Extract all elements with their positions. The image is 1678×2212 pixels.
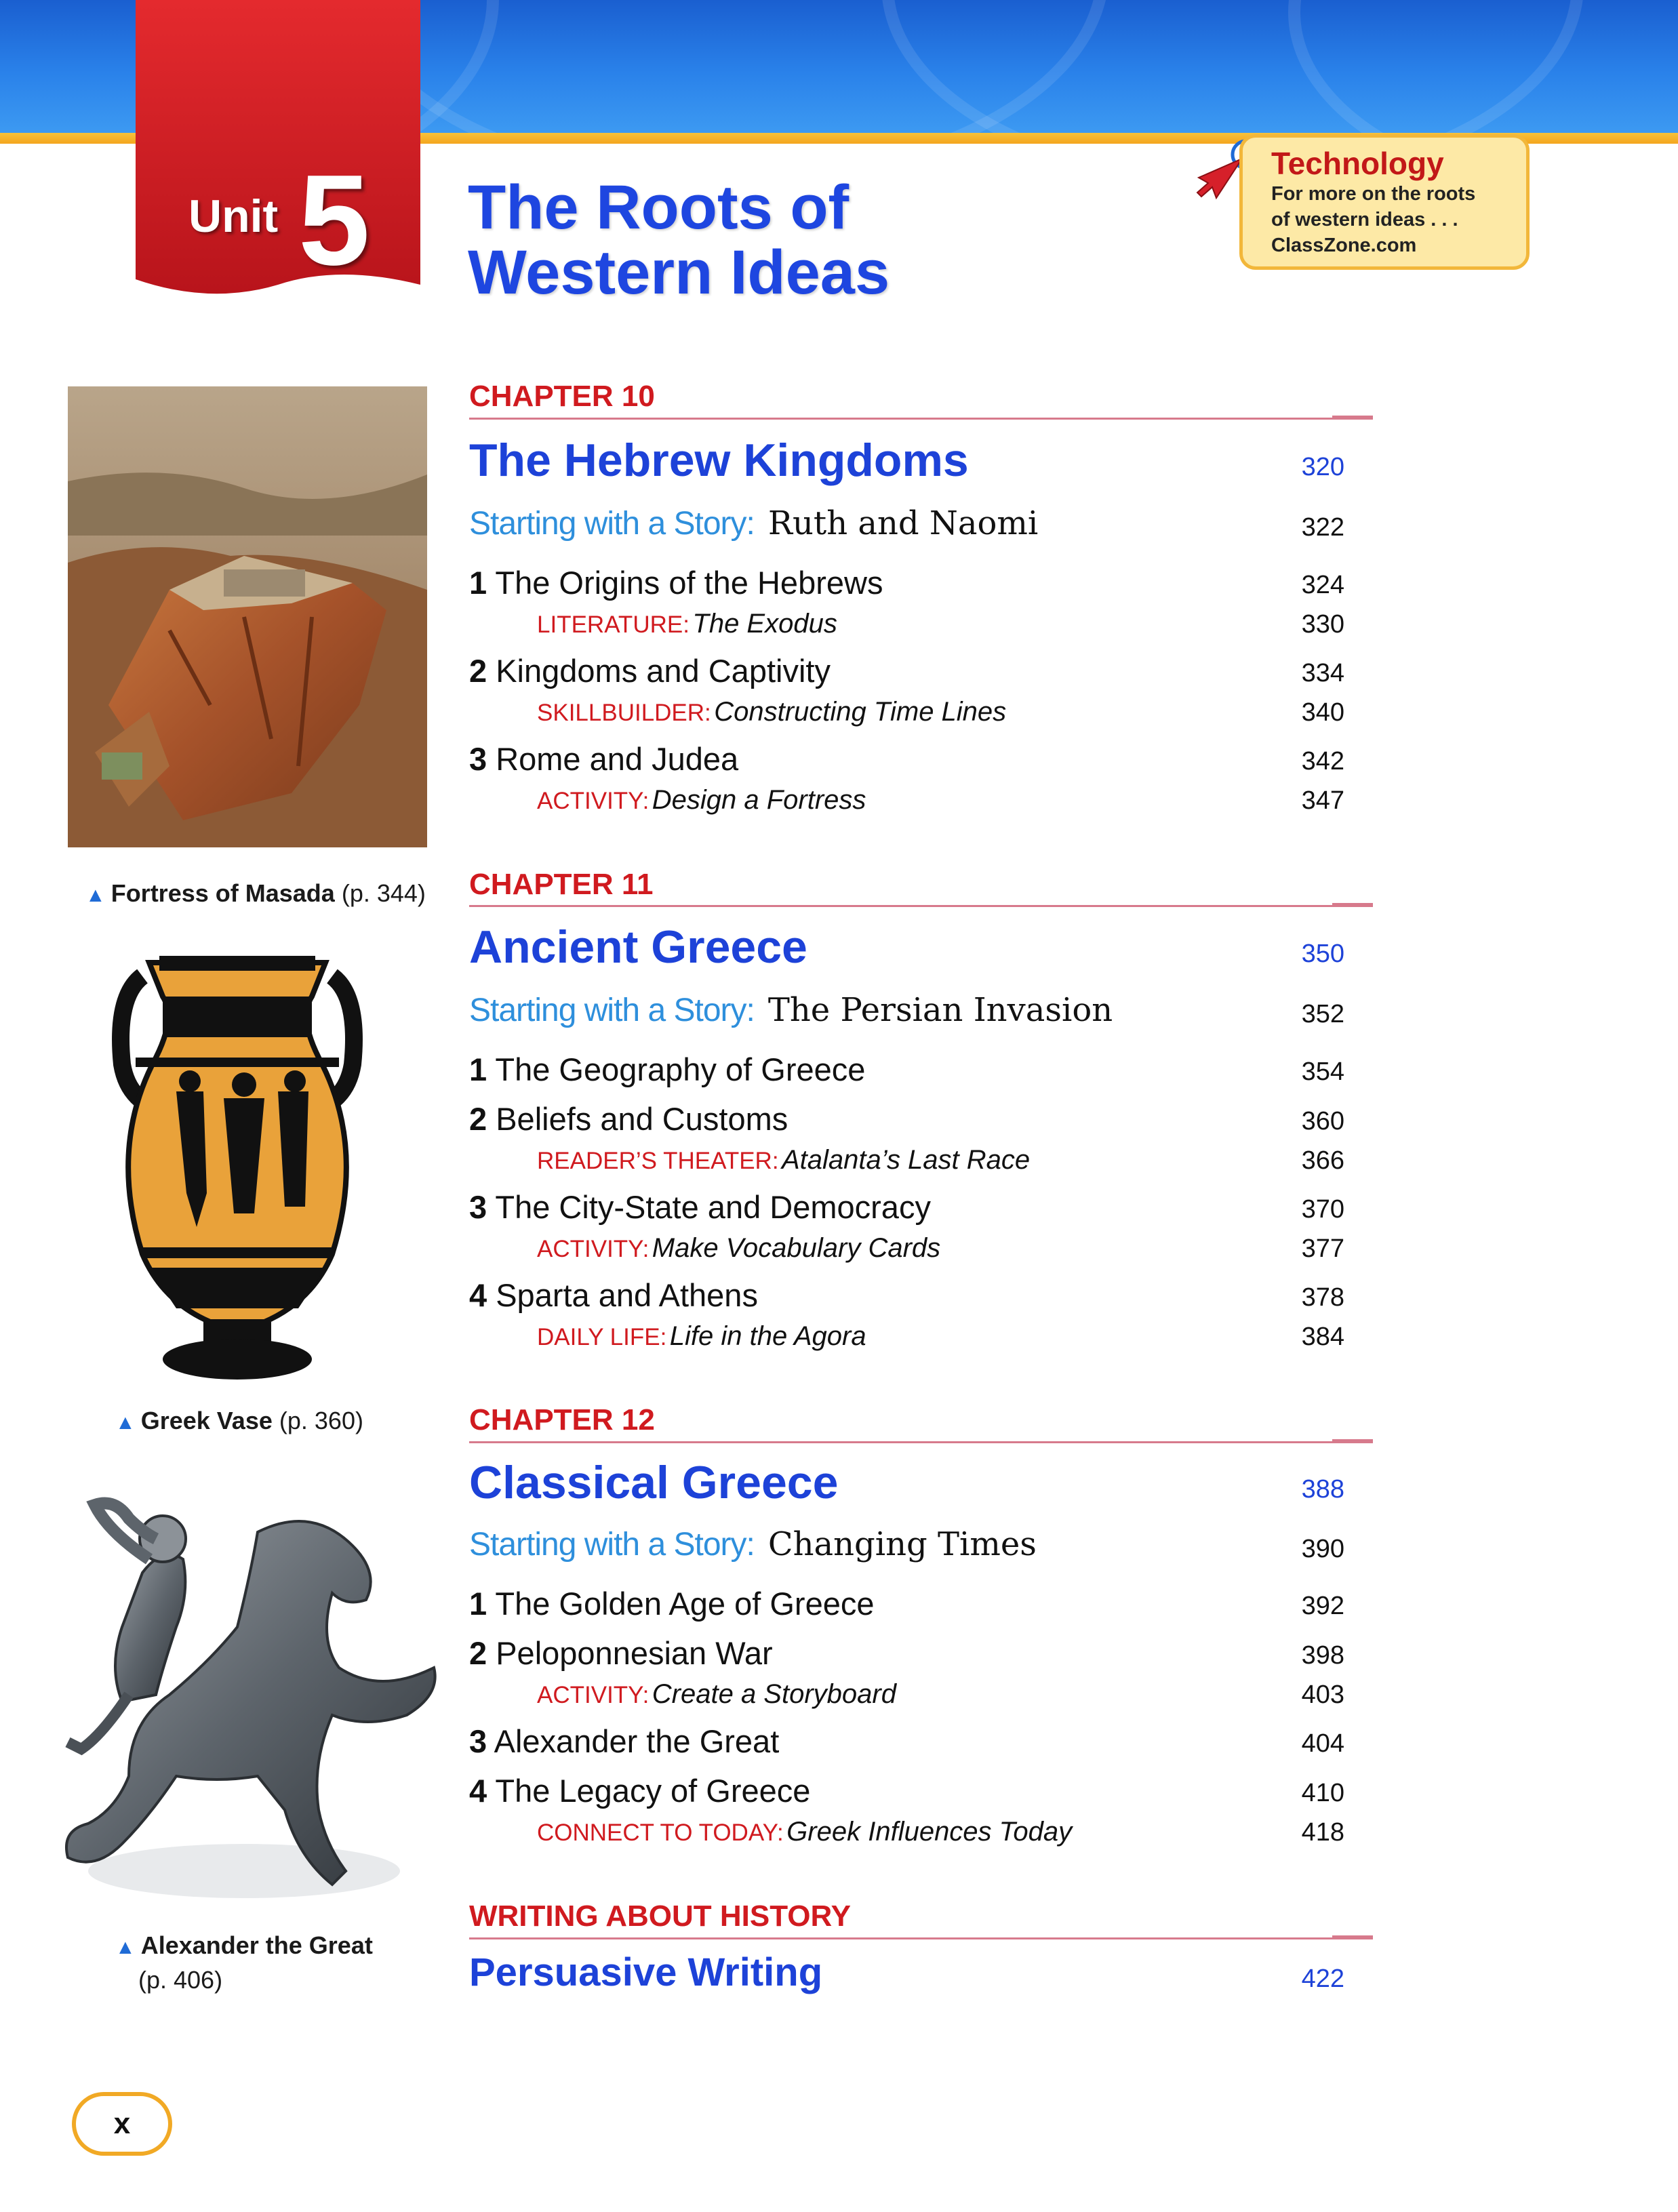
- feature-page: 418: [1301, 1818, 1344, 1847]
- unit-number: 5: [298, 148, 370, 292]
- chapter-12-feature-connect[interactable]: CONNECT TO TODAY: Greek Influences Today: [537, 1817, 1073, 1847]
- chapter-12-label: CHAPTER 12: [469, 1403, 655, 1436]
- chapter-12-section-4[interactable]: 4 The Legacy of Greece: [469, 1773, 811, 1809]
- chapter-11-title[interactable]: Ancient Greece: [469, 921, 807, 973]
- writing-rule: [469, 1937, 1373, 1939]
- chapter-10-section-1[interactable]: 1 The Origins of the Hebrews: [469, 565, 883, 601]
- chapter-11-feature-daily-life[interactable]: DAILY LIFE: Life in the Agora: [537, 1321, 866, 1351]
- triangle-icon: ▲: [85, 884, 106, 906]
- masada-photo: [68, 386, 427, 847]
- chapter-11-label: CHAPTER 11: [469, 868, 654, 901]
- chapter-12-story[interactable]: Starting with a Story: Changing Times: [469, 1525, 1037, 1563]
- page-number-badge: x: [72, 2092, 172, 2156]
- triangle-icon: ▲: [115, 1936, 136, 1958]
- section-page: 398: [1301, 1641, 1344, 1670]
- chapter-12-feature-activity[interactable]: ACTIVITY: Create a Storyboard: [537, 1679, 896, 1709]
- chapter-11-page: 350: [1301, 940, 1344, 968]
- chapter-11-section-4[interactable]: 4 Sparta and Athens: [469, 1277, 758, 1313]
- chapter-10-story[interactable]: Starting with a Story: Ruth and Naomi: [469, 504, 1039, 542]
- technology-box[interactable]: [1239, 134, 1530, 270]
- chapter-10-section-3[interactable]: 3 Rome and Judea: [469, 741, 739, 777]
- technology-line-2: of western ideas . . .: [1271, 209, 1458, 230]
- chapter-11-section-2[interactable]: 2 Beliefs and Customs: [469, 1101, 788, 1137]
- technology-line-1: For more on the roots: [1271, 183, 1476, 205]
- triangle-icon: ▲: [115, 1411, 136, 1434]
- section-page: 324: [1301, 571, 1344, 599]
- chapter-10-feature-literature[interactable]: LITERATURE: The Exodus: [537, 609, 837, 639]
- feature-page: 330: [1301, 610, 1344, 639]
- chapter-12-section-3[interactable]: 3 Alexander the Great: [469, 1723, 780, 1759]
- chapter-12-section-1[interactable]: 1 The Golden Age of Greece: [469, 1586, 875, 1622]
- chapter-10-rule: [469, 418, 1373, 420]
- chapter-10-label: CHAPTER 10: [469, 380, 655, 413]
- chapter-10-section-2[interactable]: 2 Kingdoms and Captivity: [469, 653, 831, 689]
- chapter-11-section-3[interactable]: 3 The City-State and Democracy: [469, 1189, 931, 1225]
- page-title: [468, 175, 890, 305]
- chapter-12-title[interactable]: Classical Greece: [469, 1457, 839, 1508]
- chapter-10-story-page: 322: [1301, 513, 1344, 542]
- writing-page: 422: [1301, 1965, 1344, 1993]
- chapter-11-feature-activity[interactable]: ACTIVITY: Make Vocabulary Cards: [537, 1233, 941, 1263]
- section-page: 354: [1301, 1058, 1344, 1086]
- section-page: 378: [1301, 1283, 1344, 1312]
- unit-label: Unit: [188, 190, 279, 242]
- section-page: 360: [1301, 1107, 1344, 1135]
- technology-heading: Technology: [1271, 146, 1444, 181]
- title-line-2: Western Ideas: [468, 238, 890, 307]
- feature-page: 340: [1301, 698, 1344, 727]
- writing-label: WRITING ABOUT HISTORY: [469, 1899, 852, 1933]
- chapter-10-feature-activity[interactable]: ACTIVITY: Design a Fortress: [537, 785, 866, 815]
- alexander-statue-image: [27, 1491, 461, 1932]
- chapter-10-page: 320: [1301, 453, 1344, 481]
- chapter-11-section-1[interactable]: 1 The Geography of Greece: [469, 1051, 866, 1087]
- section-page: 334: [1301, 659, 1344, 687]
- technology-link[interactable]: ClassZone.com: [1271, 235, 1417, 256]
- chapter-12-section-2[interactable]: 2 Peloponnesian War: [469, 1635, 773, 1671]
- section-page: 404: [1301, 1729, 1344, 1758]
- vase-caption: ▲ Greek Vase (p. 360): [115, 1407, 363, 1434]
- chapter-10-feature-skillbuilder[interactable]: SKILLBUILDER: Constructing Time Lines: [537, 697, 1007, 727]
- greek-vase-image: [95, 956, 380, 1383]
- chapter-11-rule: [469, 905, 1373, 907]
- unit-tab: [136, 0, 420, 298]
- chapter-12-page: 388: [1301, 1475, 1344, 1504]
- chapter-11-story-page: 352: [1301, 1000, 1344, 1028]
- chapter-12-rule: [469, 1441, 1373, 1443]
- feature-page: 347: [1301, 786, 1344, 815]
- section-page: 370: [1301, 1195, 1344, 1224]
- chapter-12-story-page: 390: [1301, 1535, 1344, 1563]
- writing-title[interactable]: Persuasive Writing: [469, 1950, 823, 1994]
- feature-page: 403: [1301, 1681, 1344, 1709]
- chapter-11-story[interactable]: Starting with a Story: The Persian Invasion: [469, 991, 1113, 1029]
- section-page: 342: [1301, 747, 1344, 776]
- feature-page: 384: [1301, 1323, 1344, 1351]
- title-line-1: The Roots of: [468, 173, 850, 242]
- chapter-11-feature-readers-theater[interactable]: READER’S THEATER: Atalanta’s Last Race: [537, 1145, 1031, 1175]
- masada-caption: ▲ Fortress of Masada (p. 344): [85, 879, 426, 907]
- section-page: 392: [1301, 1592, 1344, 1620]
- chapter-10-title[interactable]: The Hebrew Kingdoms: [469, 435, 969, 486]
- alexander-caption: ▲ Alexander the Great (p. 406): [115, 1931, 373, 1994]
- section-page: 410: [1301, 1779, 1344, 1807]
- feature-page: 366: [1301, 1146, 1344, 1175]
- feature-page: 377: [1301, 1234, 1344, 1263]
